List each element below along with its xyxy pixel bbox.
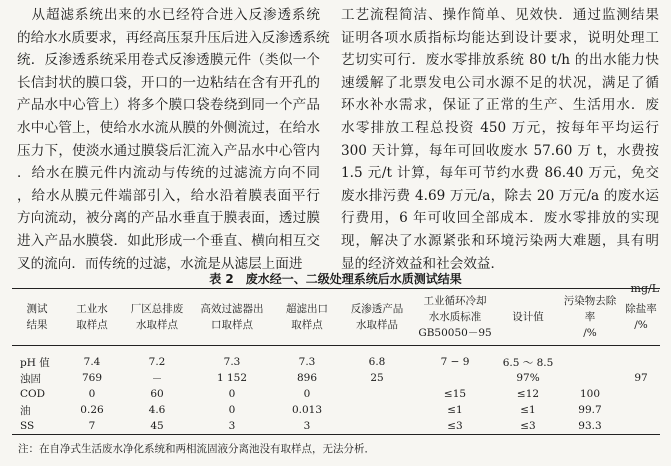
text-line: 统．反渗透系统采用卷式反渗透膜元件（类似一个 xyxy=(17,52,320,69)
column-header xyxy=(622,289,660,346)
column-header xyxy=(12,289,62,346)
table-cell: 97% xyxy=(516,372,540,384)
text-line: 的给水水质要求，再经高压泵升压后进入反渗透系统 xyxy=(17,29,330,46)
column-header-line: GB50050－95 xyxy=(418,327,492,339)
text-line: 显的经济效益和社会效益． xyxy=(341,255,505,272)
column-header xyxy=(62,289,122,346)
table-cell: ≤3 xyxy=(498,418,558,435)
text-line: ，给水从膜元件端部引入，给水沿着膜表面平行 xyxy=(17,187,320,204)
text-line: 叉的流向．而传统的过滤，水流是从滤层上面进 xyxy=(17,255,303,272)
table-cell: 7.4 xyxy=(83,356,101,368)
text-line: 1.5 元/t 计算，每年可节约水费 86.40 万元，免交 xyxy=(341,165,659,182)
table-cell: 896 xyxy=(296,372,318,384)
table-cell: 6.8 xyxy=(368,356,386,368)
table-header-row xyxy=(12,289,660,346)
table-cell: 93.3 xyxy=(558,418,622,435)
text-line: 行费用，6 年可收回全部成本．废水零排放的实现 xyxy=(341,210,659,227)
table-cell: 4.6 xyxy=(148,404,166,416)
text-line: 水零排放工程总投资 450 万元，按每年平均运行 xyxy=(341,119,659,136)
text-line: 环水补水需求，保证了正常的生产、生活用水．废 xyxy=(341,97,659,114)
table-note: 注：在自净式生活废水净化系统和两相流固液分离池没有取样点，无法分析． xyxy=(18,443,375,455)
water-quality-table xyxy=(12,288,660,435)
table-row xyxy=(12,370,660,386)
table-cell: 25 xyxy=(370,372,384,384)
table-row xyxy=(12,386,660,402)
table-cell: 0.013 xyxy=(291,404,323,416)
column-header-line: 除盐率 xyxy=(625,303,657,315)
text-line: 压力下，使淡水通过膜袋后汇流入产品水中心管内 xyxy=(17,142,320,159)
table-cell xyxy=(622,418,660,435)
table-cell xyxy=(622,346,660,371)
column-header-line: 水取样点 xyxy=(136,319,178,331)
text-line: 300 天计算，每年可回收废水 57.60 万 t，水费按 xyxy=(341,142,659,159)
text-line: 进入产品水膜袋．如此形成一个垂直、横向相互交 xyxy=(17,232,320,249)
left-text-column xyxy=(17,4,330,275)
table-cell xyxy=(342,402,412,418)
column-header-line: 取样点 xyxy=(76,319,108,331)
row-label: COD xyxy=(20,388,46,400)
right-text-column xyxy=(341,4,659,275)
text-line: 艺切实可行．废水零排放系统 80 t/h 的出水能力快 xyxy=(341,52,659,69)
text-line: 废水排污费 4.69 万元/a，除去 20 万元/a 的废水运 xyxy=(341,187,659,204)
column-header-line: 厂区总排废 xyxy=(130,303,184,315)
table-cell: － xyxy=(151,372,163,385)
table-cell xyxy=(622,402,660,418)
table-cell: 0 xyxy=(228,404,236,416)
table-cell: 97 xyxy=(634,372,648,384)
table-cell: ≤3 xyxy=(412,418,498,435)
column-header-line: 测试 xyxy=(26,303,48,315)
column-header-line: /% xyxy=(583,327,597,339)
table-cell: 0 xyxy=(228,388,236,400)
row-label: SS xyxy=(12,418,62,435)
column-header-line: 设计值 xyxy=(512,311,544,323)
table-caption: 表 2 废水经一、二级处理系统后水质测试结果 xyxy=(209,272,462,286)
table-cell xyxy=(622,386,660,402)
text-line: 现，解决了水源紧张和环境污染两大难题，具有明 xyxy=(341,232,659,249)
table-cell: 769 xyxy=(81,372,103,384)
table-cell: ≤1 xyxy=(520,404,536,416)
table-cell: 7.2 xyxy=(148,356,166,368)
table-cell: ≤1 xyxy=(447,404,463,416)
text-line: 产品水中心管上）将多个膜口袋卷绕到同一个产品 xyxy=(17,97,320,114)
column-header-line: 取样点 xyxy=(291,319,323,331)
column-header xyxy=(498,289,558,346)
table-cell: 0 xyxy=(88,388,96,400)
table-cell: 7 xyxy=(62,418,122,435)
table-cell xyxy=(558,346,622,371)
table-cell: 60 xyxy=(150,388,164,400)
table-cell: 7.3 xyxy=(298,356,316,368)
table-cell: 6.5 ～ 8.5 xyxy=(502,356,554,369)
column-header-line: 超滤出口 xyxy=(286,303,328,315)
table-cell xyxy=(412,370,498,386)
column-header xyxy=(272,289,342,346)
text-line: 方向流动，被分离的产品水垂直于膜表面，透过膜 xyxy=(17,210,320,227)
row-label: 浊固 xyxy=(20,372,41,385)
column-header-line: 工业水 xyxy=(76,303,108,315)
text-line: 水中心管上，使给水水流从膜的外侧流过，在给水 xyxy=(17,119,320,136)
column-header xyxy=(122,289,192,346)
table-cell: 0 xyxy=(303,388,311,400)
text-line: 速缓解了北票发电公司水源不足的状况，满足了循 xyxy=(341,74,659,91)
table-cell xyxy=(342,386,412,402)
table-cell xyxy=(342,418,412,435)
table-cell xyxy=(558,370,622,386)
row-label: pH 值 xyxy=(20,356,50,369)
column-header-line: 反渗透产品 xyxy=(350,303,404,315)
column-header-line: /% xyxy=(634,319,648,331)
text-line: 证明各项水质指标均能达到设计要求，说明处理工 xyxy=(341,29,659,46)
table-cell: 45 xyxy=(122,418,192,435)
table-cell: 0.26 xyxy=(80,404,104,416)
table-body xyxy=(12,346,660,435)
column-header-line: 结果 xyxy=(26,319,48,331)
column-header-line: 水取样品 xyxy=(356,319,398,331)
column-header-line: 口取样点 xyxy=(211,319,253,331)
table-row xyxy=(12,418,660,435)
table-cell: 7 − 9 xyxy=(440,356,470,368)
table-cell: 100 xyxy=(579,388,601,400)
column-header-line: 高效过滤器出 xyxy=(200,303,264,315)
table-row xyxy=(12,346,660,371)
column-header xyxy=(412,289,498,346)
text-line: 从超滤系统出来的水已经符合进入反渗透系统 xyxy=(17,7,320,23)
table-row xyxy=(12,402,660,418)
column-header-line: 污染物去除率 xyxy=(563,295,617,323)
table-cell: 7.3 xyxy=(223,356,241,368)
column-header xyxy=(342,289,412,346)
table-cell: ≤12 xyxy=(516,388,540,400)
text-line: ．给水在膜元件内流动与传统的过滤流方向不同 xyxy=(17,165,320,182)
column-header-line: 水水质标准 xyxy=(428,311,482,323)
text-line: 长信封状的膜口袋，开口的一边粘结在含有开孔的 xyxy=(17,74,320,91)
text-line: 工艺流程简洁、操作简单、见效快．通过监测结果 xyxy=(341,7,659,23)
row-label: 油 xyxy=(20,404,31,417)
table-cell: 1 152 xyxy=(216,372,248,384)
column-header-line: 工业循环冷却 xyxy=(423,295,487,307)
table-cell: ≤15 xyxy=(443,388,467,400)
table-cell: 3 xyxy=(192,418,272,435)
table-cell: 99.7 xyxy=(578,404,602,416)
column-header xyxy=(192,289,272,346)
table-cell: 3 xyxy=(272,418,342,435)
column-header xyxy=(558,289,622,346)
table-unit: mg/L xyxy=(630,282,659,295)
